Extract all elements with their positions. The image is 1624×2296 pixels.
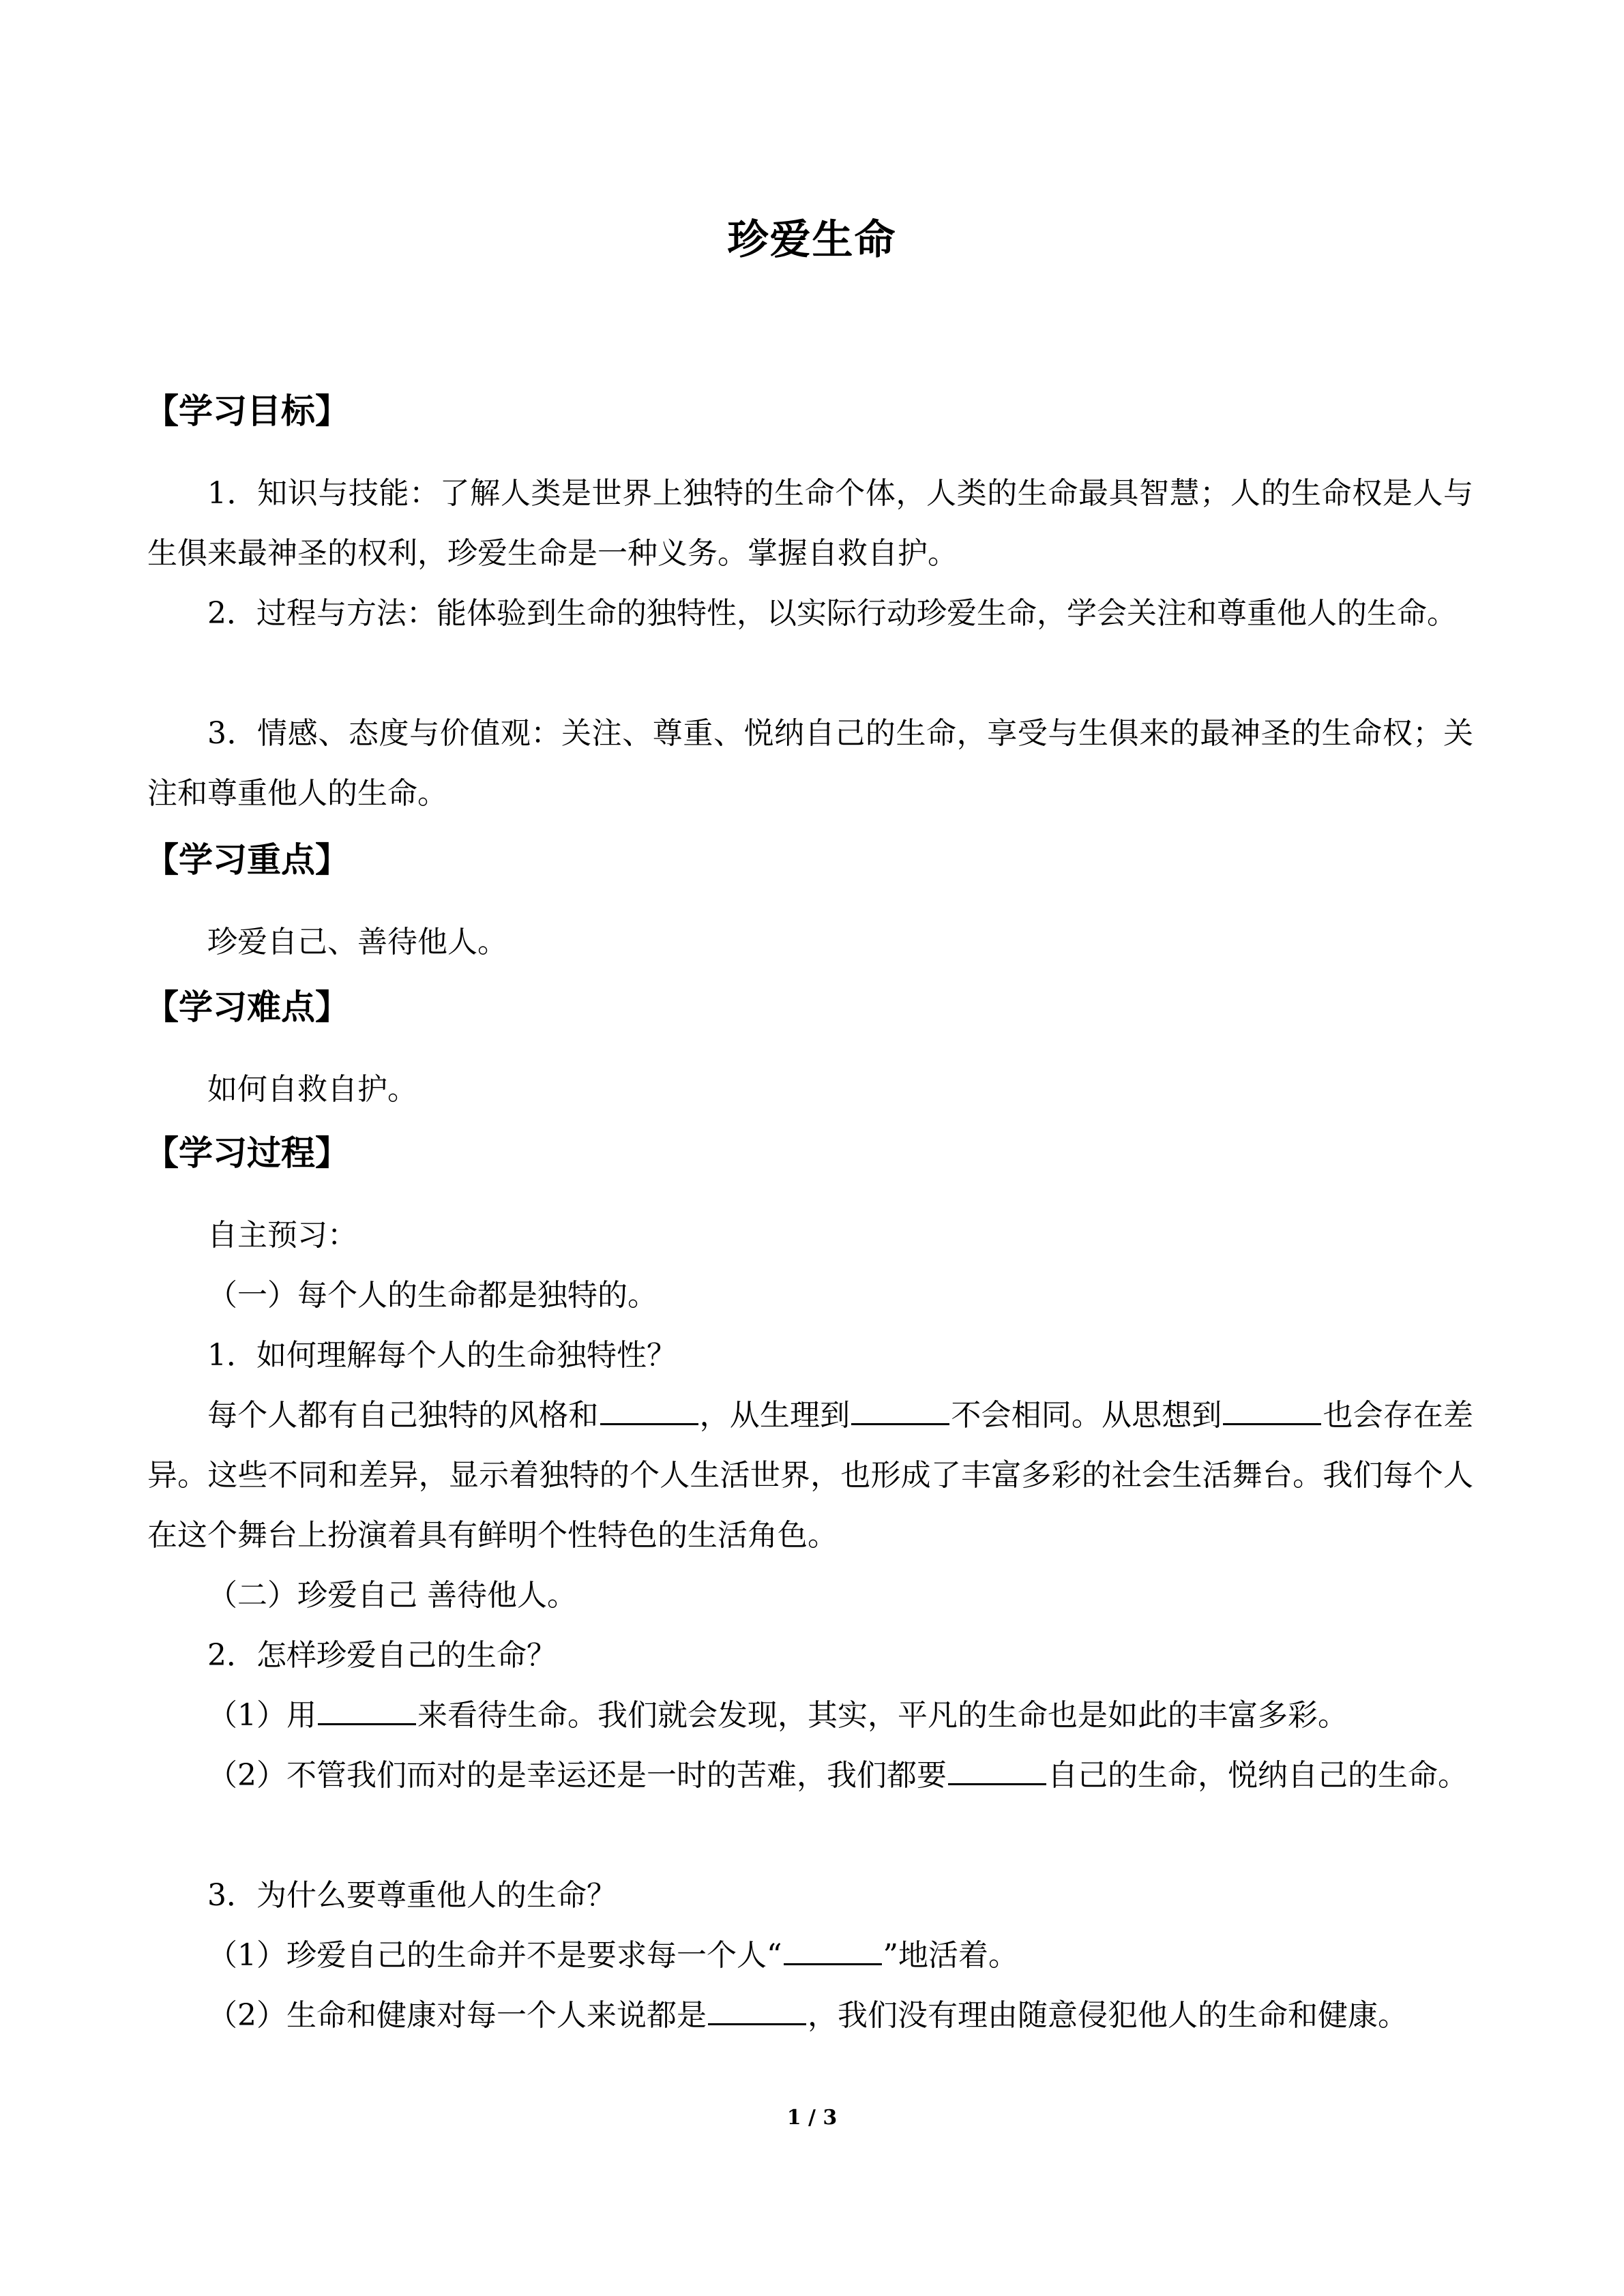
difficulties-text: 如何自救自护。 [207,1072,417,1107]
question-two: 2．怎样珍爱自己的生命？ [207,1638,557,1673]
question-three-item-1: （1）珍爱自己的生命并不是要求每一个人“ ”地活着。 [147,1926,1473,1986]
question-one-answer: 每个人都有自己独特的风格和 ，从生理到 不会相同。从思想到 也会存在差异。这些不同和差异，显示着独特的个人生活世界，也形成了丰富多彩的社会生活舞台。我们每个人在这个舞台上扮演着具有鲜明个性特色的生活角色。 [147,1386,1473,1566]
fill-blank[interactable] [948,1756,1046,1785]
key-points-text: 珍爱自己、善待他人。 [207,925,507,959]
page-title: 珍爱生命 [727,216,897,264]
part-two-title: （二）珍爱自己 善待他人。 [207,1578,577,1613]
fill-blank[interactable] [600,1396,698,1425]
objective-item: 1．知识与技能：了解人类是世界上独特的生命个体，人类的生命最具智慧；人的生命权是人与生俱来最神圣的权利，珍爱生命是一种义务。掌握自救自护。 [147,476,1473,571]
page-number: 1 / 3 [786,2106,838,2130]
section-heading-difficulties: 【学习难点】 [145,987,349,1027]
preview-label: 自主预习： [207,1218,357,1253]
objective-item: 3．情感、态度与价值观：关注、尊重、悦纳自己的生命，享受与生俱来的最神圣的生命权；关注和尊重他人的生命。 [147,716,1473,811]
section-heading-key-points: 【学习重点】 [145,840,349,880]
section-heading-objectives: 【学习目标】 [145,391,349,431]
part-one-title: （一）每个人的生命都是独特的。 [207,1278,658,1313]
question-two-item-2: （2）不管我们而对的是幸运还是一时的苦难，我们都要 自己的生命，悦纳自己的生命。 [147,1746,1473,1806]
objective-item: 2．过程与方法：能体验到生命的独特性，以实际行动珍爱生命，学会关注和尊重他人的生命。 [207,596,1457,631]
fill-blank[interactable] [708,1996,806,2025]
question-two-item-1: （1）用 来看待生命。我们就会发现，其实，平凡的生命也是如此的丰富多彩。 [147,1686,1473,1746]
fill-blank[interactable] [1223,1396,1321,1425]
question-three-item-2: （2）生命和健康对每一个人来说都是 ，我们没有理由随意侵犯他人的生命和健康。 [147,1986,1473,2046]
section-heading-process: 【学习过程】 [145,1133,349,1173]
question-one: 1．如何理解每个人的生命独特性？ [207,1338,677,1373]
question-three: 3．为什么要尊重他人的生命？ [207,1878,617,1913]
fill-blank[interactable] [784,1936,882,1965]
fill-blank[interactable] [851,1396,949,1425]
fill-blank[interactable] [318,1696,416,1725]
